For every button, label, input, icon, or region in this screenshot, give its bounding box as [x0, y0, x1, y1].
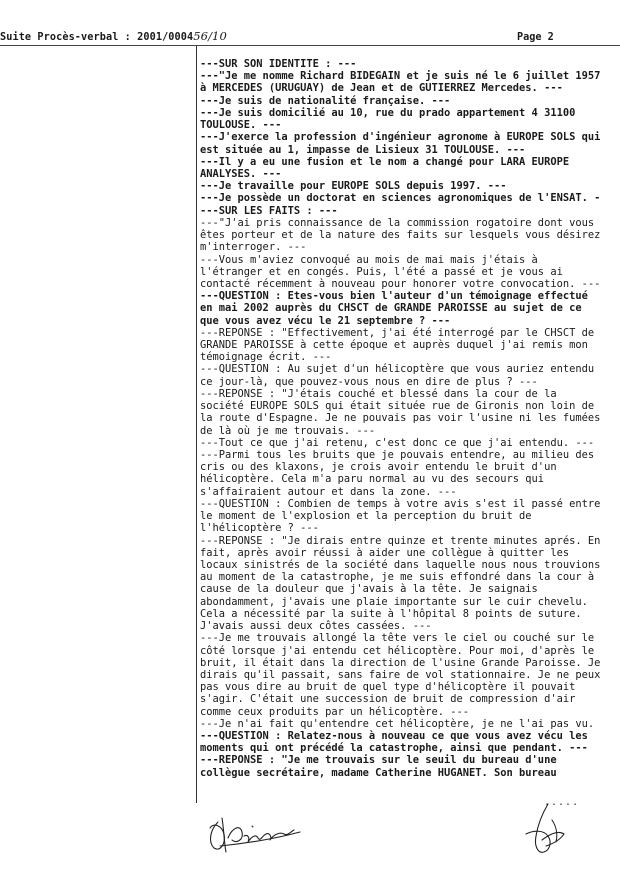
text-line: ---Je me trouvais allongé la tête vers le ciel ou couché sur le	[200, 632, 595, 645]
text-line: hélicoptère. Cela m'a paru normal au vu des secours qui	[200, 473, 545, 486]
text-line: ---QUESTION : Etes-vous bien l'auteur d'un témoignage effectué	[200, 290, 588, 303]
witness-signature	[200, 808, 310, 858]
text-line: de là où je me trouvais. ---	[200, 424, 376, 437]
text-line: ---QUESTION : Relatez-nous à nouveau ce que vous avez vécu les	[200, 730, 588, 743]
text-line: contacté récemment à nouveau pour honorer votre convocation. ---	[200, 277, 601, 290]
text-line: à MERCEDES (URUGUAY) de Jean et de GUTIERREZ Mercedes. ---	[200, 82, 563, 95]
text-line: le moment de l'explosion et la perception du bruit de	[200, 510, 532, 523]
text-line: ---Je suis de nationalité française. ---	[200, 94, 451, 107]
text-line: ---REPONSE : "Effectivement, j'ai été interrogé par le CHSCT de	[200, 326, 595, 339]
text-line: s'affairaient autour et dans la zone. ---	[200, 485, 457, 498]
text-line: bruit, il était dans la direction de l'usine Grande Paroisse. Je	[200, 656, 601, 669]
text-line: la route d'Espagne. Je ne pouvais pas voir l'usine ni les fumées	[200, 412, 601, 425]
text-line: ---Je possède un doctorat en sciences agronomiques de l'ENSAT. -	[200, 192, 601, 205]
text-line: ---Il y a eu une fusion et le nom a changé pour LARA EUROPE	[200, 155, 570, 168]
text-line: Cela a nécessité par la suite à l'hôpital 8 points de suture.	[200, 607, 582, 620]
text-line: société EUROPE SOLS qui était située rue de Gironis non loin de	[200, 400, 595, 413]
text-line: fait, après avoir réussi à aider une collègue à quitter les	[200, 546, 570, 559]
text-line: ---Vous m'aviez convoqué au mois de mai mais j'étais à	[200, 253, 538, 266]
text-line: m'interroger. ---	[200, 241, 307, 254]
text-line: ---SUR SON IDENTITE : ---	[200, 58, 357, 70]
text-line: témoignage écrit. ---	[200, 351, 332, 364]
text-line: collègue secrétaire, madame Catherine HUGANET. Son bureau	[200, 766, 557, 779]
header-title-printed: Suite Procès-verbal : 2001/0004	[0, 32, 194, 43]
text-line: en mai 2002 auprès du CHSCT de GRANDE PAROISSE au sujet de ce	[200, 302, 582, 315]
text-line: J'avais aussi deux côtes cassées. ---	[200, 620, 432, 633]
header-title	[0, 29, 227, 43]
text-line: locaux sinistrés de la société dans laquelle nous nous trouvions	[200, 558, 601, 571]
text-line: ---"Je me nomme Richard BIDEGAIN et je suis né le 6 juillet 1957	[200, 70, 601, 83]
text-line: que vous avez vécu le 21 septembre ? ---	[200, 314, 451, 327]
continuation-dots: .....	[544, 797, 580, 808]
header-title-handwritten: 56/10	[193, 29, 227, 43]
text-line: ---QUESTION : Combien de temps à votre avis s'est il passé entre	[200, 497, 601, 510]
text-line: ---Je suis domicilié au 10, rue du prado appartement 4 31100	[200, 106, 576, 119]
text-line: ---REPONSE : "Je me trouvais sur le seuil du bureau d'une	[200, 754, 557, 767]
text-line: pas vous dire au bruit de quel type d'hélicoptère il pouvait	[200, 681, 576, 694]
text-line: l'étranger et en congés. Puis, l'été a passé et je vous ai	[200, 265, 563, 278]
text-line: ---J'exerce la profession d'ingénieur agronome à EUROPE SOLS qui	[200, 131, 601, 144]
text-line: ---Je travaille pour EUROPE SOLS depuis 1997. ---	[200, 180, 507, 193]
text-line: ---Je n'ai fait qu'entendre cet hélicoptère, je ne l'ai pas vu.	[200, 717, 595, 730]
text-line: moments qui ont précédé la catastrophe, ainsi que pendant. ---	[200, 742, 588, 755]
text-line: l'hélicoptère ? ---	[200, 522, 319, 535]
text-line: êtes porteur et de la nature des faits sur lesquels vous désirez	[200, 229, 601, 242]
text-line: côté lorsque j'ai entendu cet hélicoptère. Pour moi, d'après le	[200, 644, 595, 657]
text-line: ---Parmi tous les bruits que je pouvais entendre, au milieu des	[200, 449, 595, 461]
text-line: s'agir. C'était une succession de bruit de compression d'air	[200, 693, 576, 706]
text-line: dirais qu'il passait, sans faire de vol stationnaire. Je ne peux	[200, 668, 601, 681]
text-line: TOULOUSE. ---	[200, 119, 282, 132]
page-number: Page 2	[517, 32, 554, 43]
header-divider	[0, 45, 620, 46]
margin-rule	[196, 46, 197, 803]
text-line: cause de la douleur que j'avais à la tête. Je saignais	[200, 583, 538, 596]
text-line: est située au 1, impasse de Lisieux 31 TOULOUSE. ---	[200, 143, 526, 156]
text-line: ---SUR LES FAITS : ---	[200, 204, 338, 217]
statement-body	[200, 58, 610, 779]
text-line: au moment de la catastrophe, je me suis effondré dans la cour à	[200, 571, 595, 584]
text-line: cris ou des klaxons, je crois avoir entendu le bruit d'un	[200, 461, 557, 474]
text-line: comme ceux produits par un hélicoptère. ---	[200, 705, 469, 718]
text-line: ---QUESTION : Au sujet d'un hélicoptère que vous auriez entendu	[200, 363, 595, 376]
text-line: GRANDE PAROISSE à cette époque et auprès duquel j'ai remis mon	[200, 339, 588, 352]
text-line: ---"J'ai pris connaissance de la commission rogatoire dont vous	[200, 216, 595, 229]
text-line: ANALYSES. ---	[200, 167, 282, 180]
officer-signature	[512, 800, 572, 862]
text-line: ---REPONSE : "J'étais couché et blessé dans la cour de la	[200, 387, 557, 400]
text-line: ce jour-là, que pouvez-vous nous en dire de plus ? ---	[200, 375, 538, 388]
text-line: abondamment, j'avais une plaie importante sur le cuir chevelu.	[200, 595, 588, 608]
text-line: ---Tout ce que j'ai retenu, c'est donc ce que j'ai entendu. ---	[200, 436, 595, 449]
text-line: ---REPONSE : "Je dirais entre quinze et trente minutes aprés. En	[200, 534, 601, 547]
